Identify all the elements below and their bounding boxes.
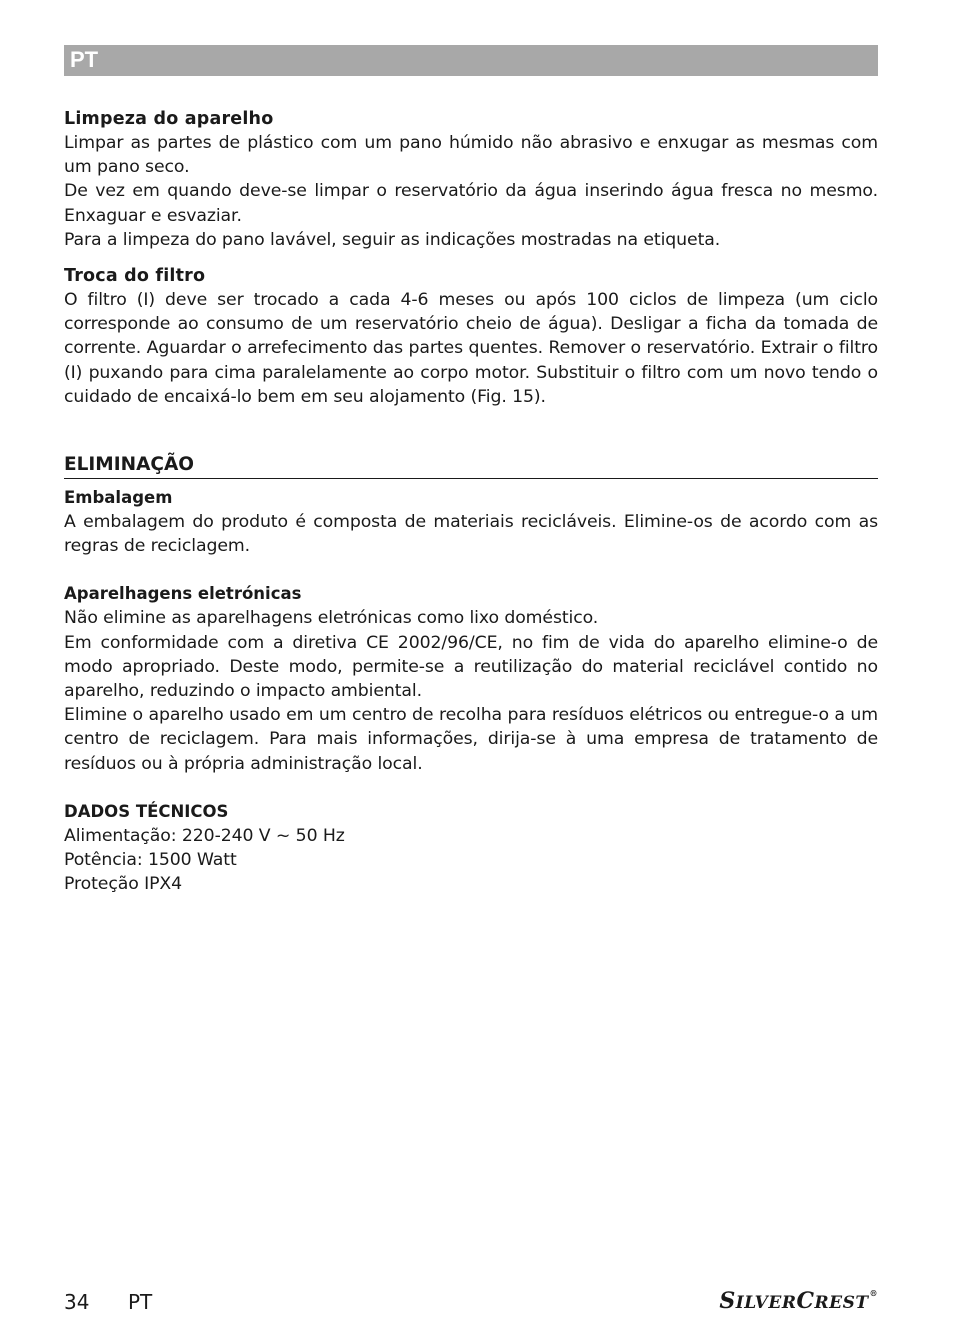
electronics-paragraph-1: Não elimine as aparelhagens eletrónicas como lixo doméstico.	[64, 608, 599, 629]
footer-language: PT	[128, 1290, 153, 1314]
electronics-paragraph-3: Elimine o aparelho usado em um centro de recolha para resíduos elétricos ou entregue-o a um centro de reciclagem. Para mais informações, dirija-se à uma empresa de tratamento de resíduos ou à própria administração local.	[64, 705, 878, 774]
filter-paragraph: O filtro (I) deve ser trocado a cada 4-6 meses ou após 100 ciclos de limpeza (um ciclo corresponde ao consumo de um reservatório cheio de água). Desligar a ficha da tomada de corrente. Aguardar o arrefecimento das partes quentes. Remover o reservatório. Extrair o filtro (I) puxando para cima paralelamente ao corpo motor. Substituir o filtro com um novo tendo o cuidado de encaixá-lo bem em seu alojamento (Fig. 15).	[64, 290, 878, 407]
filter-heading: Troca do filtro	[64, 266, 206, 287]
page-number: 34	[64, 1290, 90, 1314]
specs-heading: DADOS TÉCNICOS	[64, 801, 229, 821]
packaging-heading: Embalagem	[64, 488, 173, 508]
cleaning-paragraph-2: De vez em quando deve-se limpar o reservatório da água inserindo água fresca no mesmo. Enxaguar e esvaziar.	[64, 181, 878, 226]
packaging-paragraph: A embalagem do produto é composta de materiais recicláveis. Elimine-os de acordo com as regras de reciclagem.	[64, 512, 878, 557]
registered-mark: ®	[869, 1288, 878, 1298]
cleaning-heading: Limpeza do aparelho	[64, 109, 274, 129]
specs-line-protection: Proteção IPX4	[64, 874, 183, 895]
brand-rest: REST	[814, 1293, 869, 1313]
specs-line-power: Potência: 1500 Watt	[64, 850, 237, 871]
disposal-heading: ELIMINAÇÃO	[64, 452, 878, 479]
brand-letter-c: C	[796, 1288, 815, 1314]
electronics-paragraph-2: Em conformidade com a diretiva CE 2002/96/CE, no fim de vida do aparelho elimine-o de modo apropriado. Deste modo, permite-se a reutilização do material reciclável contido no aparelho, reduzindo o impacto ambiental.	[64, 632, 878, 702]
electronics-heading: Aparelhagens eletrónicas	[64, 584, 302, 604]
cleaning-paragraph-1: Limpar as partes de plástico com um pano húmido não abrasivo e enxugar as mesmas com um pano seco.	[64, 133, 878, 178]
language-label: PT	[70, 47, 99, 72]
brand-logo	[719, 1288, 878, 1314]
cleaning-paragraph-3: Para a limpeza do pano lavável, seguir as indicações mostradas na etiqueta.	[64, 229, 721, 250]
brand-letter-s: S	[719, 1288, 736, 1314]
specs-line-power-supply: Alimentação: 220-240 V ~ 50 Hz	[64, 825, 345, 846]
page-content	[64, 107, 878, 896]
language-header-bar	[64, 45, 878, 76]
brand-ilver: ILVER	[735, 1293, 797, 1313]
